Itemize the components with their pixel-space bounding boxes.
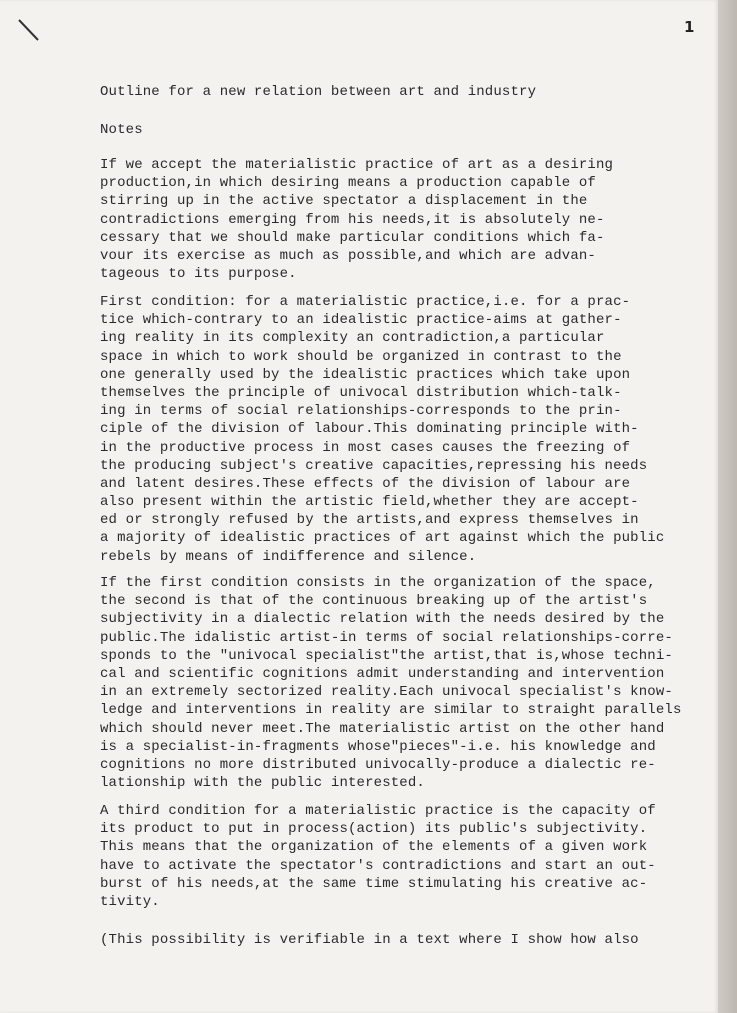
text-line: ledge and interventions in reality are similar to straight parallels	[100, 702, 682, 719]
text-line: also present within the artistic field,whether they are accept-	[100, 494, 639, 511]
text-line: rebels by means of indifference and silence.	[100, 548, 477, 565]
text-line: (This possibility is verifiable in a text where I show how also	[100, 932, 639, 948]
text-line: in an extremely sectorized reality.Each univocal specialist's know-	[100, 684, 673, 701]
text-line: themselves the principle of univocal distribution which-talk-	[100, 384, 622, 401]
text-line: tice which-contrary to an idealistic practice-aims at gather-	[100, 312, 622, 329]
text-line: is a specialist-in-fragments whose"pieces"-i.e. his knowledge and	[100, 738, 656, 755]
text-line: ciple of the division of labour.This dominating principle with-	[100, 421, 639, 438]
text-line: stirring up in the active spectator a displacement in the	[100, 193, 588, 210]
text-line: cognitions no more distributed univocally-produce a dialectic re-	[100, 756, 656, 773]
document-title: Outline for a new relation between art and industry	[100, 84, 537, 100]
text-line: A third condition for a materialistic practice is the capacity of	[100, 803, 656, 819]
text-line: have to activate the spectator's contradictions and start an out-	[100, 857, 656, 874]
text-line: which should never meet.The materialistic artist on the other hand	[100, 720, 665, 737]
section-heading-notes: Notes	[100, 122, 143, 138]
text-line: sponds to the "univocal specialist"the artist,that is,whose techni-	[100, 647, 673, 664]
text-line: public.The idalistic artist-in terms of social relationships-corre-	[100, 629, 673, 646]
text-line: cal and scientific cognitions admit understanding and intervention	[100, 665, 665, 682]
text-line: and latent desires.These effects of the division of labour are	[100, 475, 631, 492]
text-line: vour its exercise as much as possible,and which are advan-	[100, 247, 596, 264]
text-line: ing reality in its complexity an contradiction,a particular	[100, 330, 605, 347]
text-line: space in which to work should be organized in contrast to the	[100, 348, 622, 365]
text-line: ing in terms of social relationships-corresponds to the prin-	[100, 403, 622, 420]
paragraph-2	[100, 293, 705, 566]
text-line: cessary that we should make particular conditions which fa-	[100, 229, 605, 246]
text-line: burst of his needs,at the same time stimulating his creative ac-	[100, 875, 648, 892]
page-number: 1	[684, 18, 695, 36]
text-line: in the productive process in most cases causes the freezing of	[100, 439, 631, 456]
paragraph-5	[100, 931, 705, 949]
text-line: contradictions emerging from his needs,it is absolutely ne-	[100, 211, 605, 228]
text-line: tageous to its purpose.	[100, 266, 297, 283]
text-line: its product to put in process(action) its public's subjectivity.	[100, 821, 648, 838]
text-line: production,in which desiring means a production capable of	[100, 175, 596, 192]
pencil-mark	[14, 14, 44, 44]
text-line: If we accept the materialistic practice of art as a desiring	[100, 157, 614, 173]
text-line: subjectivity in a dialectic relation with the needs desired by the	[100, 611, 665, 628]
text-line: the second is that of the continuous breaking up of the artist's	[100, 593, 648, 610]
page-edge	[718, 0, 737, 1013]
text-line: First condition: for a materialistic practice,i.e. for a prac-	[100, 294, 631, 310]
text-line: ed or strongly refused by the artists,and express themselves in	[100, 512, 639, 529]
text-line: This means that the organization of the elements of a given work	[100, 839, 648, 856]
text-line: tivity.	[100, 893, 160, 910]
paragraph-1	[100, 156, 705, 283]
paragraph-4	[100, 802, 705, 911]
text-line: lationship with the public interested.	[100, 775, 425, 792]
text-line: the producing subject's creative capacities,repressing his needs	[100, 457, 648, 474]
text-line: one generally used by the idealistic practices which take upon	[100, 366, 631, 383]
paragraph-3	[100, 574, 705, 792]
text-line: If the first condition consists in the organization of the space,	[100, 575, 656, 591]
text-line: a majority of idealistic practices of art against which the public	[100, 530, 665, 547]
